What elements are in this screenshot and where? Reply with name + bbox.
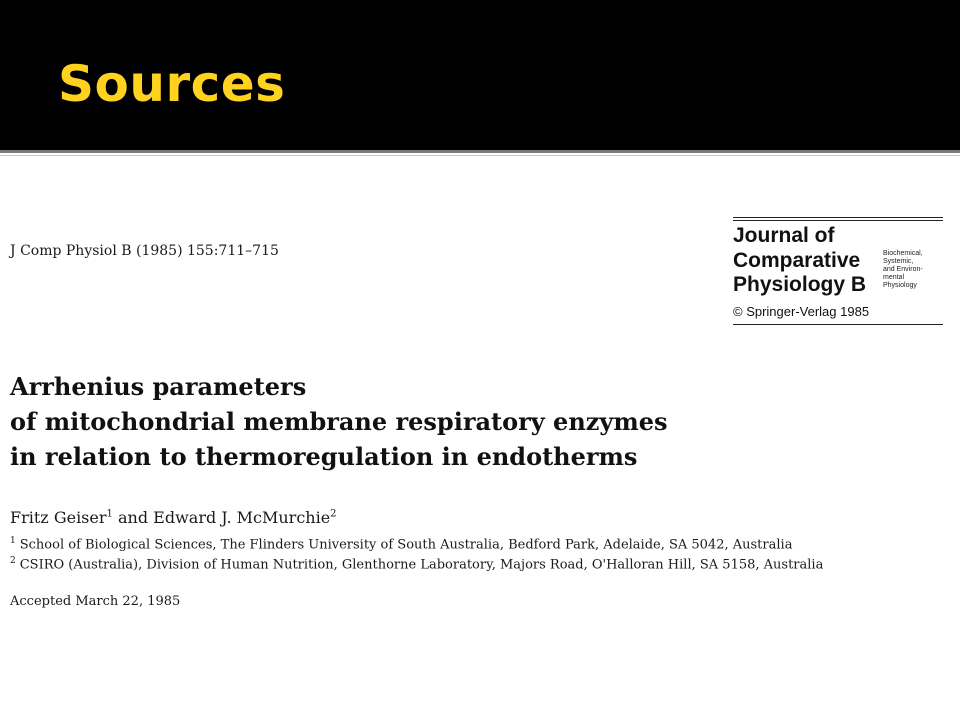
journal-subtitle-line: Systemic, (883, 258, 914, 265)
paper-title-line: of mitochondrial membrane respiratory enzymes (10, 407, 668, 436)
affiliation-text: CSIRO (Australia), Division of Human Nutrition, Glenthorne Laboratory, Majors Road, O'Halloran Hill, SA 5158, Australia (19, 557, 824, 573)
title-bar (0, 0, 960, 150)
journal-citation: J Comp Physiol B (1985) 155:711–715 (10, 243, 279, 259)
author-connector: and (112, 508, 154, 527)
logo-rule-top (733, 217, 943, 218)
author-list (10, 508, 337, 527)
journal-name-line: Comparative (733, 248, 861, 272)
journal-subtitle-line: and Environ- (883, 266, 923, 273)
paper-title-line: Arrhenius parameters (10, 372, 307, 401)
author-affiliation-mark: 1 (106, 508, 113, 520)
author-affiliation-mark: 2 (330, 508, 337, 520)
title-divider-thin (0, 155, 960, 156)
slide-title: Sources (58, 55, 286, 113)
journal-name-line: Physiology B (733, 273, 867, 296)
journal-name-line: Journal of (733, 224, 835, 247)
affiliation (10, 556, 950, 572)
paper-title-line: in relation to thermoregulation in endotherms (10, 442, 638, 471)
title-divider (0, 150, 960, 153)
journal-subtitle (883, 250, 945, 290)
journal-subtitle-line: Biochemical, (883, 250, 923, 257)
affiliation (10, 536, 950, 552)
affiliation-text: School of Biological Sciences, The Flinders University of South Australia, Bedford Park, Adelaide, SA 5042, Australia (19, 537, 793, 553)
paper-title (10, 369, 710, 474)
journal-name (733, 224, 893, 298)
journal-subtitle-line: Physiology (883, 282, 917, 289)
author-name: Fritz Geiser (10, 508, 107, 527)
journal-subtitle-line: mental (883, 274, 905, 281)
affiliation-number: 1 (10, 536, 16, 546)
journal-publisher: © Springer-Verlag 1985 (733, 304, 870, 319)
accepted-date: Accepted March 22, 1985 (10, 594, 181, 609)
author-name: Edward J. McMurchie (153, 508, 331, 527)
journal-logo (733, 216, 945, 327)
logo-rule-bottom (733, 324, 943, 325)
affiliation-number: 2 (10, 556, 16, 566)
logo-rule-top-2 (733, 220, 943, 221)
